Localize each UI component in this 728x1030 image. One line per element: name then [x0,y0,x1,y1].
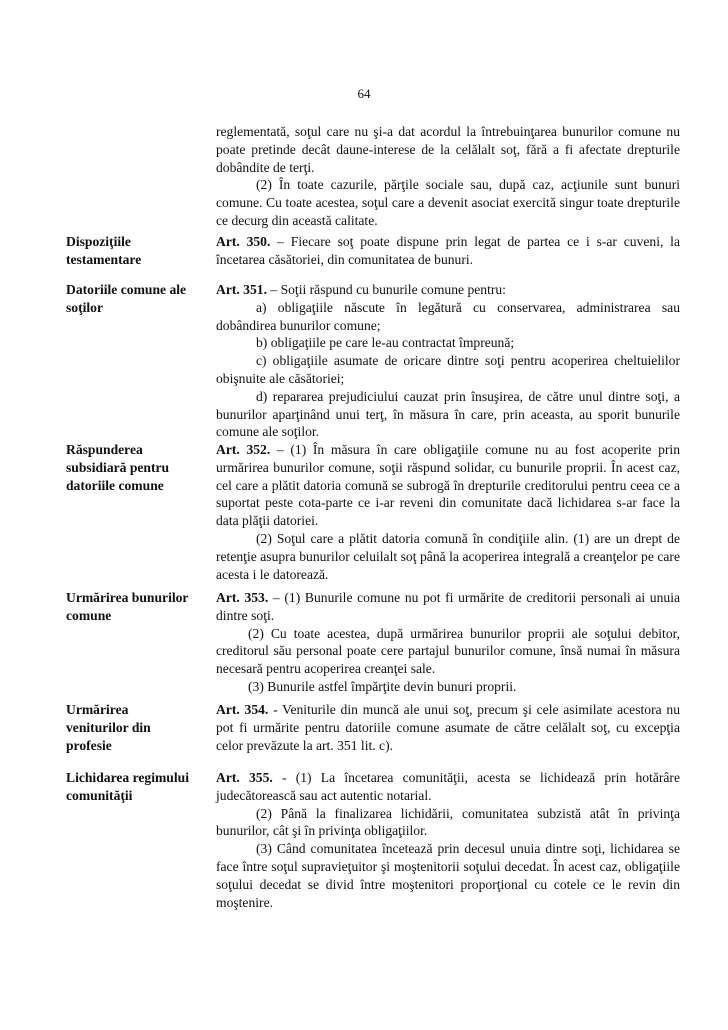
margin-heading-line: Lichidarea regimului [66,770,189,785]
paragraph [216,299,680,335]
margin-heading [66,233,206,269]
margin-heading [66,281,206,317]
margin-heading-line: veniturilor din [66,719,151,735]
article-text [216,769,680,911]
article-text [216,281,680,441]
paragraph-text: – Soţii răspund cu bunurile comune pentru: [266,282,506,297]
paragraph [216,805,680,841]
margin-heading-line: subsidiară pentru [66,459,170,475]
paragraph-text: (3) Când comunitatea încetează prin decesul unuia dintre soţi, lichidarea se face între soţul supravieţuitor şi moştenitorii soţului decedat. În acest caz, obligaţiile soţului decedat se divid între moştenitori proporţional cu cotele ce le revin din moştenire. [216,841,680,910]
paragraph-text: b) obligaţiile pe care le-au contractat împreună; [256,335,515,351]
margin-heading [66,769,206,805]
article-number: Art. 354. [216,702,269,717]
article-text [216,589,680,696]
paragraph-text: (3) Bunurile astfel împărţite devin bunuri proprii. [248,678,517,694]
paragraph [216,769,680,805]
paragraph-text: – Fiecare soţ poate dispune prin legat de partea ce i s-ar cuveni, la încetarea căsătoriei, din comunitatea de bunuri. [216,234,680,267]
article-text [216,123,680,230]
paragraph-text: (2) Cu toate acestea, după urmărirea bunurilor proprii ale soţului debitor, creditorul său personal poate cere partajul bunurilor comune, însă numai în măsura necesară pentru acoperirea creanţei sale. [216,625,680,677]
paragraph [216,388,680,441]
paragraph [216,840,680,911]
article-number: Art. 353. [216,590,269,605]
paragraph [216,176,680,229]
article-number: Art. 350. [216,234,271,249]
paragraph-text: – (1) Bunurile comune nu pot fi urmărite de creditorii personali ai unuia dintre soţi. [216,590,681,623]
paragraph-text: – (1) În măsura în care obligaţiile comune nu au fost acoperite prin urmărirea bunurilor comune, soţii răspund solidar, cu bunurile proprii. În acest caz, cel care a plătit datoria comună se subrogă în drepturile creditorului pentru ceea ce a suportat peste cota-parte ce i-ar reveni din comunitate dacă lichidarea s-ar face la data plăţii datoriei. [216,442,680,529]
paragraph-text: d) repararea prejudiciului cauzat prin însuşirea, de către unul dintre soţi, a bunurilor aparţinând unui terţ, în măsura în care, prin aceasta, au sporit bunurile comune ale soţilor. [216,388,680,440]
paragraph [216,589,680,625]
paragraph-text: - (1) La încetarea comunităţii, acesta se lichidează prin hotărâre judecătorească sau act autentic notarial. [216,770,680,803]
paragraph [216,701,680,754]
margin-heading [66,701,206,754]
paragraph [216,233,680,269]
paragraph [216,678,680,696]
margin-heading-line: profesie [66,737,112,753]
article-text [216,441,680,583]
paragraph [216,530,680,583]
paragraph-text: a) obligaţiile născute în legătură cu conservarea, administrarea sau dobândirea bunurilor comune; [216,299,680,333]
article-number: Art. 352. [216,442,271,457]
margin-heading-line: Dispoziţiile [66,234,131,249]
margin-heading-line: Urmărirea [66,702,129,717]
paragraph [216,441,680,530]
article-number: Art. 351. [216,282,267,297]
paragraph-text: reglementată, soţul care nu şi-a dat acordul la întrebuinţarea bunurilor comune nu poate pretinde decât daune-interese de la celălalt soţ, fără a fi afectate drepturile dobândite de terţi. [216,124,680,175]
margin-heading [66,441,206,494]
margin-heading-line: Urmărirea bunurilor [66,590,189,605]
paragraph-text: c) obligaţiile asumate de oricare dintre soţi pentru acoperirea cheltuielilor obişnuite ale căsătoriei; [216,353,680,386]
paragraph [216,123,680,176]
article-text [216,701,680,754]
article-number: Art. 355. [216,770,273,785]
margin-heading-line: comune [66,607,112,623]
page-number: 64 [357,86,371,101]
paragraph-text: (2) Soţul care a plătit datoria comună în condiţiile alin. (1) are un drept de retenţie asupra bunurilor celuilalt soţ până la acoperirea integrală a creanţelor pe care acesta i le datorează. [216,530,680,582]
paragraph-text: (2) În toate cazurile, părţile sociale sau, după caz, acţiunile sunt bunuri comune. Cu toate acestea, soţul care a devenit asociat exercită singur toate drepturile ce decurg din această calitate. [216,177,680,228]
paragraph [216,625,680,678]
paragraph [216,352,680,388]
margin-heading-line: soţilor [66,299,103,315]
paragraph-text: - Veniturile din muncă ale unui soţ, precum şi cele asimilate acestora nu pot fi urmărite pentru datoriile comune asumate de către celălalt soţ, cu excepţia celor prevăzute la art. 351 lit. c). [216,702,681,753]
margin-heading-line: Datoriile comune ale [66,282,187,297]
paragraph [216,334,680,352]
margin-heading [66,589,206,625]
paragraph [216,281,680,299]
paragraph-text: (2) Până la finalizarea lichidării, comunitatea subzistă atât în privinţa bunurilor, cât şi în privinţa obligaţiilor. [216,805,680,839]
margin-heading-line: datoriile comune [66,477,164,493]
margin-heading-line: Răspunderea [66,442,143,457]
margin-heading-line: comunităţii [66,787,133,803]
article-text [216,233,680,269]
margin-heading-line: testamentare [66,251,142,267]
